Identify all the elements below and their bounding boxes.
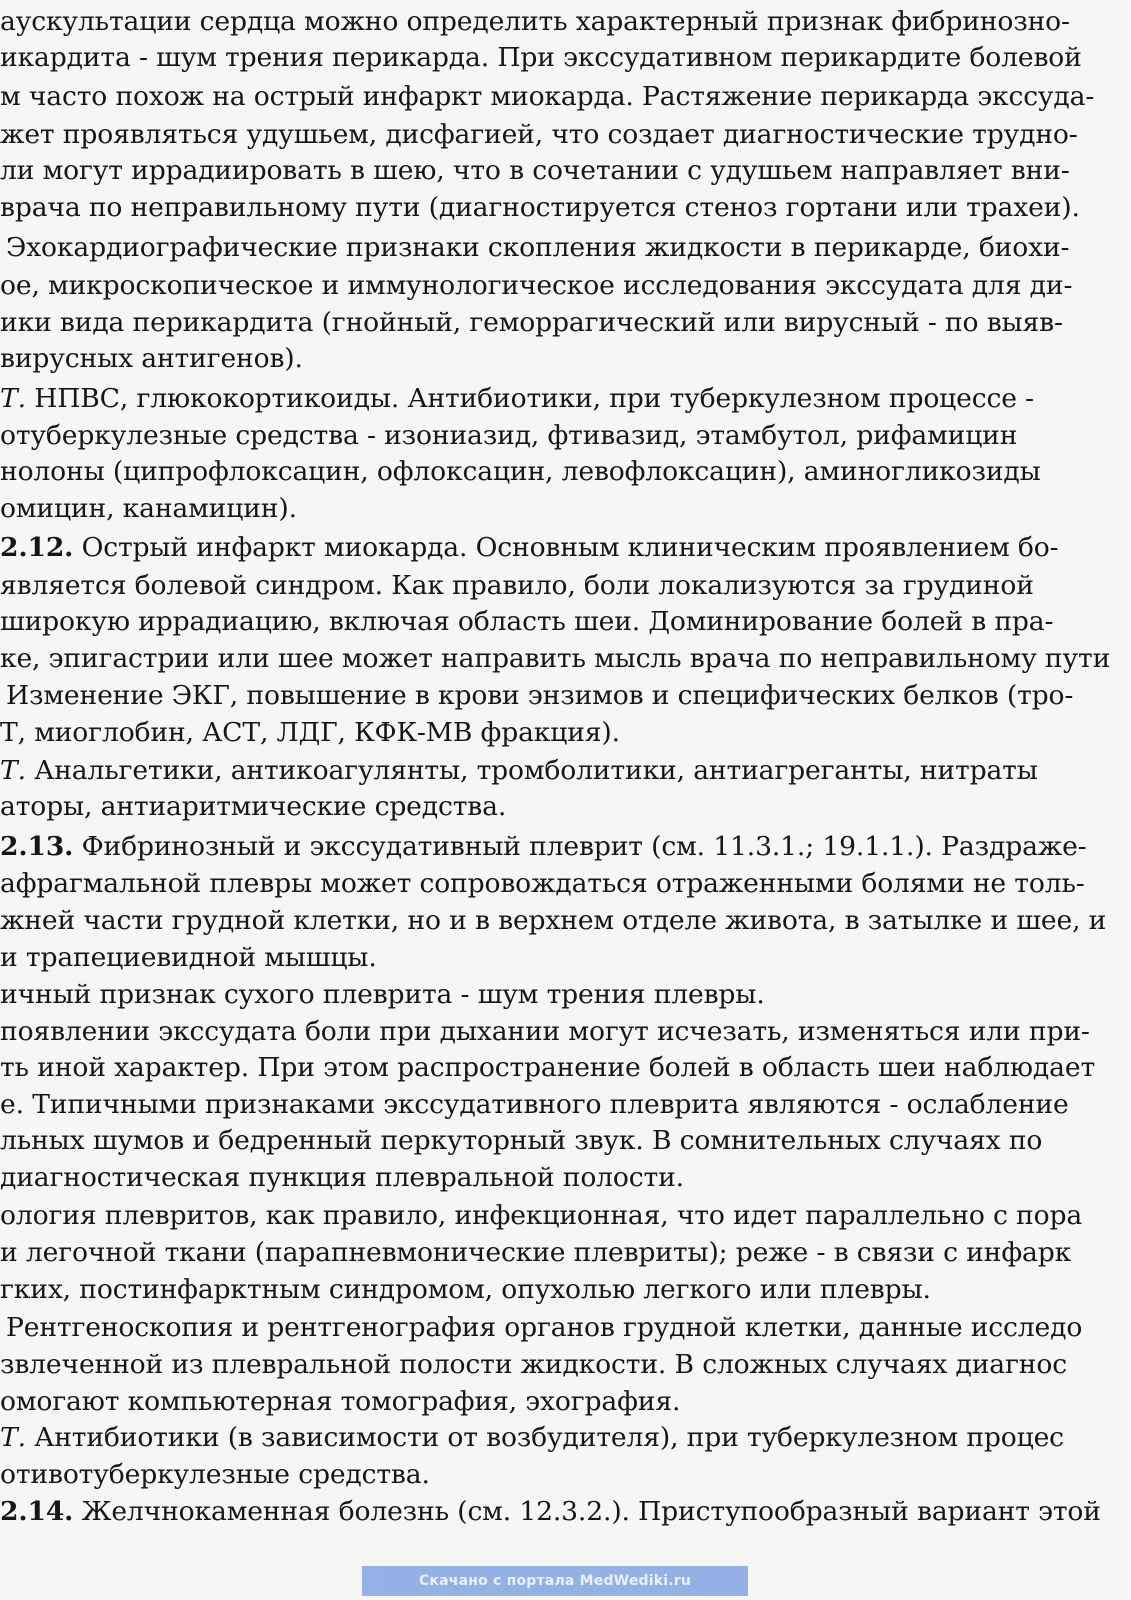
- text-line-content: [0, 491, 297, 527]
- text-line-content: [6, 678, 1073, 714]
- text-line: [0, 1272, 931, 1308]
- text-segment: нолоны (ципрофлоксацин, офлоксацин, левофлоксацин), аминогликозиды: [0, 456, 1041, 487]
- text-line-content: [0, 341, 303, 377]
- text-line: [0, 641, 1110, 677]
- text-line: [0, 604, 1053, 640]
- text-segment: м часто похож на острый инфаркт миокарда. Растяжение перикарда экссуда-: [0, 81, 1095, 112]
- treatment-marker: Т.: [0, 755, 26, 786]
- text-segment: ли могут иррадиировать в шею, что в сочетании с удушьем направляет вни-: [0, 155, 1070, 186]
- text-line: [0, 1235, 1071, 1271]
- text-line: [0, 977, 765, 1013]
- text-line-content: [0, 190, 1080, 226]
- text-segment: афрагмальной плевры может сопровождаться отраженными болями не толь-: [0, 868, 1085, 899]
- text-segment: широкую иррадиацию, включая область шеи. Доминирование болей в пра-: [0, 606, 1054, 637]
- text-line: [0, 568, 1034, 604]
- text-line: [0, 866, 1085, 902]
- section-number: 2.12.: [0, 532, 74, 563]
- text-segment: льных шумов и бедренный перкуторный звук. В сомнительных случаях по: [0, 1125, 1043, 1156]
- text-line-content: [0, 4, 1070, 40]
- text-segment: аторы, антиаритмические средства.: [0, 791, 507, 822]
- text-line: [0, 418, 1017, 454]
- text-segment: Анальгетики, антикоагулянты, тромболитики, антиагреганты, нитраты: [25, 755, 1038, 786]
- text-line-content: [0, 268, 1072, 304]
- text-line-content: [0, 1272, 931, 1308]
- text-line-content: [0, 153, 1070, 189]
- text-segment: Фибринозный и экссудативный плеврит (см. 11.3.1.; 19.1.1.). Раздраже-: [73, 831, 1087, 862]
- text-segment: и легочной ткани (парапневмонические плевриты); реже - в связи с инфарк: [0, 1237, 1072, 1268]
- text-line: [0, 268, 1072, 304]
- text-line-content: [0, 789, 506, 825]
- text-line-content: [0, 40, 1082, 76]
- text-segment: е. Типичными признаками экссудативного плеврита являются - ослабление: [0, 1089, 1069, 1120]
- text-line: [0, 1457, 430, 1493]
- text-line: [0, 79, 1094, 115]
- text-line-content: [0, 1123, 1042, 1159]
- treatment-marker: Т.: [0, 1422, 26, 1453]
- text-line-content: [0, 1198, 1082, 1234]
- text-line-content: [0, 454, 1041, 490]
- watermark: Скачано с портала MedWediki.ru: [362, 1566, 748, 1596]
- text-segment: диагностическая пункция плевральной полости.: [0, 1162, 684, 1193]
- text-segment: Изменение ЭКГ, повышение в крови энзимов и специфических белков (тро-: [6, 680, 1074, 711]
- text-line: [6, 1310, 1082, 1346]
- text-line: [6, 230, 1069, 266]
- text-line-content: [0, 1457, 430, 1493]
- text-segment: жет проявляться удушьем, дисфагией, что создает диагностические трудно-: [0, 119, 1078, 150]
- text-line: [0, 940, 377, 976]
- text-line: [0, 491, 297, 527]
- text-segment: аускультации сердца можно определить характерный признак фибринозно-: [0, 6, 1070, 37]
- text-line: [0, 153, 1070, 189]
- text-line: [6, 678, 1073, 714]
- text-line-content: [0, 940, 377, 976]
- text-segment: НПВС, глюкокортикоиды. Антибиотики, при туберкулезном процессе -: [25, 383, 1034, 414]
- text-line-content: [0, 1420, 1064, 1456]
- text-segment: ики вида перикардита (гнойный, геморрагический или вирусный - по выяв-: [0, 307, 1063, 338]
- text-line: [0, 1050, 1095, 1086]
- text-line-content: [0, 641, 1110, 677]
- text-line: [0, 341, 303, 377]
- text-segment: ке, эпигастрии или шее может направить мысль врача по неправильному пути: [0, 643, 1111, 674]
- text-line-content: [0, 604, 1053, 640]
- text-line: [0, 40, 1082, 76]
- text-line-content: [6, 230, 1069, 266]
- text-line-content: [0, 753, 1038, 789]
- text-segment: гких, постинфарктным синдромом, опухолью легкого или плевры.: [0, 1274, 931, 1305]
- text-line: [0, 381, 1034, 417]
- text-line-content: [0, 1160, 684, 1196]
- text-segment: Острый инфаркт миокарда. Основным клиническим проявлением бо-: [73, 532, 1059, 563]
- text-segment: ичный признак сухого плеврита - шум трения плевры.: [0, 979, 765, 1010]
- text-line: [0, 305, 1063, 341]
- text-segment: Желчнокаменная болезнь (см. 12.3.2.). Приступообразный вариант этой: [73, 1496, 1101, 1527]
- text-line: [0, 1123, 1042, 1159]
- text-segment: жней части грудной клетки, но и в верхнем отделе живота, в затылке и шее, и: [0, 905, 1107, 936]
- text-line-content: [0, 1050, 1095, 1086]
- text-line: [0, 190, 1080, 226]
- text-line-content: [0, 530, 1059, 566]
- text-segment: появлении экссудата боли при дыхании могут исчезать, изменяться или при-: [0, 1016, 1090, 1047]
- text-line: [0, 4, 1070, 40]
- text-line-content: [0, 866, 1085, 902]
- text-line: [0, 454, 1041, 490]
- section-number: 2.14.: [0, 1496, 74, 1527]
- text-segment: ть иной характер. При этом распространение болей в область шеи наблюдает: [0, 1052, 1096, 1083]
- text-segment: омицин, канамицин).: [0, 493, 297, 524]
- text-line-content: [0, 715, 620, 751]
- text-line-content: [0, 1347, 1067, 1383]
- text-segment: отивотуберкулезные средства.: [0, 1459, 430, 1490]
- treatment-marker: Т.: [0, 383, 26, 414]
- text-line: [0, 1420, 1064, 1456]
- text-segment: Антибиотики (в зависимости от возбудителя), при туберкулезном процес: [25, 1422, 1064, 1453]
- text-line: [0, 1384, 680, 1420]
- text-line: [0, 530, 1059, 566]
- text-line-content: [0, 418, 1017, 454]
- text-line-content: [0, 1384, 680, 1420]
- text-line: [0, 1347, 1067, 1383]
- text-line-content: [0, 305, 1063, 341]
- text-segment: ология плевритов, как правило, инфекционная, что идет параллельно с пора: [0, 1200, 1083, 1231]
- text-line: [0, 1014, 1090, 1050]
- text-segment: является болевой синдром. Как правило, боли локализуются за грудиной: [0, 570, 1034, 601]
- section-number: 2.13.: [0, 831, 74, 862]
- text-segment: звлеченной из плевральной полости жидкости. В сложных случаях диагнос: [0, 1349, 1067, 1380]
- text-line-content: [0, 568, 1034, 604]
- text-line-content: [0, 903, 1106, 939]
- text-line: [0, 1494, 1101, 1530]
- text-segment: вирусных антигенов).: [0, 343, 303, 374]
- text-line-content: [6, 1310, 1082, 1346]
- text-line-content: [0, 829, 1087, 865]
- text-line: [0, 829, 1087, 865]
- text-line: [0, 903, 1106, 939]
- text-segment: ое, микроскопическое и иммунологическое исследования экссудата для ди-: [0, 270, 1073, 301]
- text-segment: Т, миоглобин, АСТ, ЛДГ, КФК-МВ фракция).: [0, 717, 620, 748]
- text-line: [0, 1198, 1082, 1234]
- text-line-content: [0, 381, 1034, 417]
- text-line-content: [0, 1494, 1101, 1530]
- text-segment: Рентгеноскопия и рентгенография органов грудной клетки, данные исследо: [6, 1312, 1083, 1343]
- text-segment: врача по неправильному пути (диагностируется стеноз гортани или трахеи).: [0, 192, 1080, 223]
- text-segment: икардита - шум трения перикарда. При экссудативном перикардите болевой: [0, 42, 1082, 73]
- text-line: [0, 715, 620, 751]
- text-line-content: [0, 1014, 1090, 1050]
- text-line-content: [0, 117, 1078, 153]
- text-line: [0, 753, 1038, 789]
- text-line-content: [0, 977, 765, 1013]
- text-line: [0, 1087, 1069, 1123]
- text-line-content: [0, 1087, 1069, 1123]
- text-segment: Эхокардиографические признаки скопления жидкости в перикарде, биохи-: [6, 232, 1070, 263]
- text-segment: отуберкулезные средства - изониазид, фтивазид, этамбутол, рифамицин: [0, 420, 1018, 451]
- text-line: [0, 1160, 684, 1196]
- text-line: [0, 117, 1078, 153]
- text-segment: омогают компьютерная томография, эхография.: [0, 1386, 681, 1417]
- text-line-content: [0, 1235, 1071, 1271]
- text-line: [0, 789, 506, 825]
- text-segment: и трапециевидной мышцы.: [0, 942, 377, 973]
- text-line-content: [0, 79, 1094, 115]
